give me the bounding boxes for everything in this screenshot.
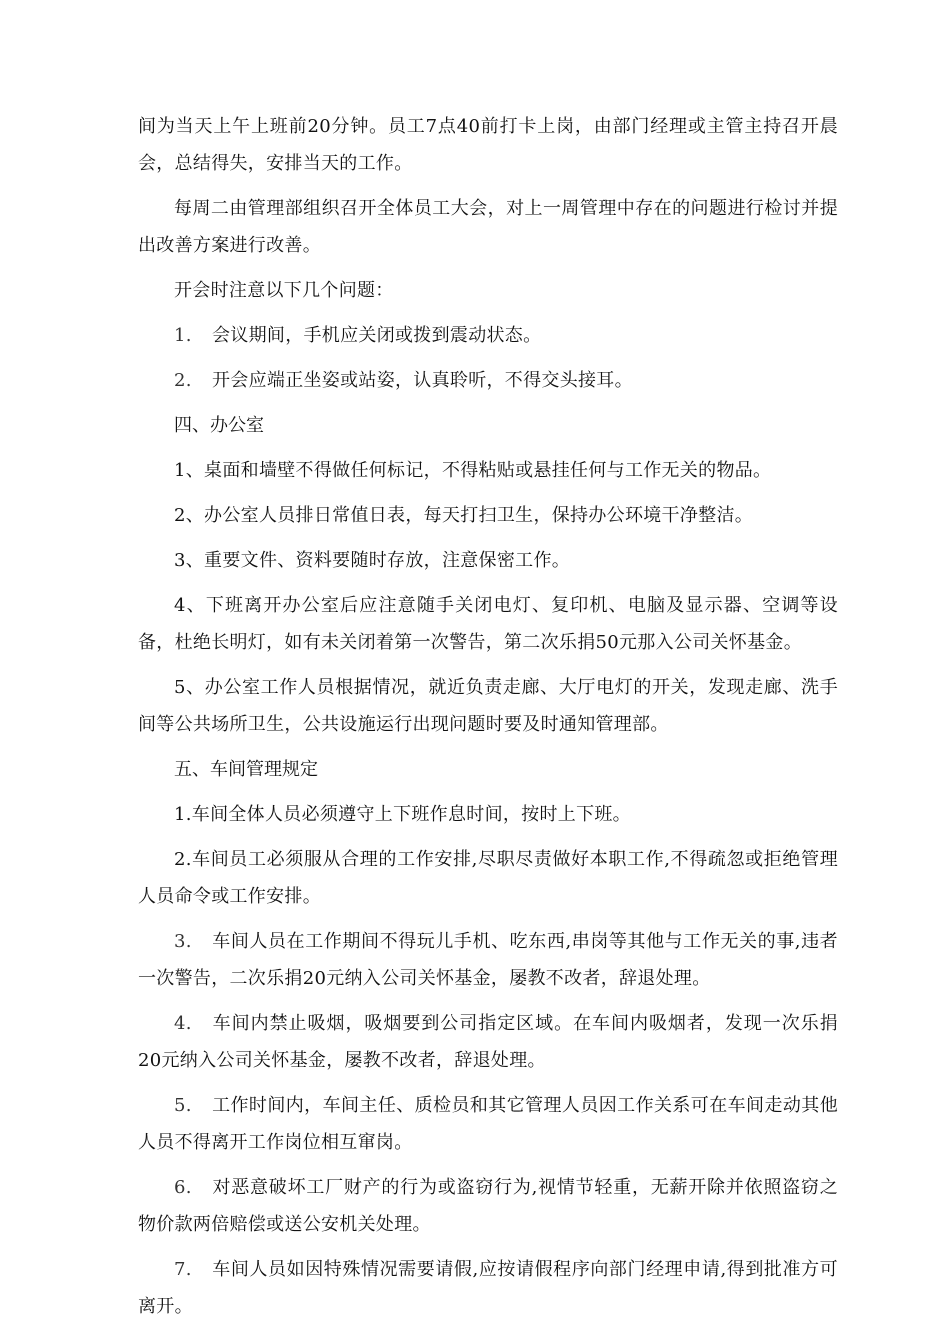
workshop-rule-5 [138,1087,838,1161]
list-item-meeting-2 [138,362,838,399]
paragraph-meeting-time: 间为当天上午上班前20分钟。员工7点40前打卡上岗，由部门经理或主管主持召开晨会，总结得失，安排当天的工作。 [138,116,838,174]
list-number: 2. [174,370,192,391]
paragraph-meeting-notes-intro: 开会时注意以下几个问题： [174,280,394,301]
paragraph-weekly-meeting: 每周二由管理部组织召开全体员工大会，对上一周管理中存在的问题进行检讨并提出改善方案进行改善。 [138,198,838,256]
list-number: 6. [174,1177,192,1198]
list-item-text: 开会应端正坐姿或站姿，认真聆听，不得交头接耳。 [212,370,633,391]
workshop-rule-4 [138,1005,838,1079]
list-item-text: 对恶意破坏工厂财产的行为或盗窃行为,视情节轻重，无薪开除并依照盗窃之物价款两倍赔偿或送公安机关处理。 [138,1177,838,1235]
office-rule-3: 3、重要文件、资料要随时存放，注意保密工作。 [174,550,571,571]
list-item-text: 车间内禁止吸烟，吸烟要到公司指定区域。在车间内吸烟者，发现一次乐捐20元纳入公司关怀基金，屡教不改者，辞退处理。 [138,1013,838,1071]
section-heading-office: 四、办公室 [174,415,264,436]
list-item-text: 车间人员如因特殊情况需要请假,应按请假程序向部门经理申请,得到批准方可离开。 [138,1259,838,1317]
workshop-rule-6 [138,1169,838,1243]
office-rule-2: 2、办公室人员排日常值日表，每天打扫卫生，保持办公环境干净整洁。 [174,505,754,526]
office-rule-5: 5、办公室工作人员根据情况，就近负责走廊、大厅电灯的开关，发现走廊、洗手间等公共场所卫生，公共设施运行出现问题时要及时通知管理部。 [138,677,838,735]
list-item-text: 会议期间，手机应关闭或拨到震动状态。 [212,325,542,346]
workshop-rule-7 [138,1251,838,1325]
section-heading-workshop: 五、车间管理规定 [174,759,318,780]
list-number: 1. [174,325,192,346]
workshop-rule-2: 2.车间员工必须服从合理的工作安排,尽职尽责做好本职工作,不得疏忽或拒绝管理人员命令或工作安排。 [138,849,838,907]
list-number: 3. [174,931,192,952]
list-number: 5. [174,1095,192,1116]
list-item-text: 工作时间内，车间主任、质检员和其它管理人员因工作关系可在车间走动其他人员不得离开工作岗位相互窜岗。 [138,1095,838,1153]
list-item-text: 车间人员在工作期间不得玩儿手机、吃东西,串岗等其他与工作无关的事,违者一次警告，二次乐捐20元纳入公司关怀基金，屡教不改者，辞退处理。 [138,931,838,989]
office-rule-1: 1、桌面和墙壁不得做任何标记，不得粘贴或悬挂任何与工作无关的物品。 [174,460,772,481]
document-body [138,108,838,1333]
list-number: 7. [174,1259,192,1280]
workshop-rule-3 [138,923,838,997]
list-item-meeting-1 [138,317,838,354]
list-number: 4. [174,1013,192,1034]
office-rule-4: 4、下班离开办公室后应注意随手关闭电灯、复印机、电脑及显示器、空调等设备，杜绝长明灯，如有未关闭着第一次警告，第二次乐捐50元那入公司关怀基金。 [138,595,838,653]
workshop-rule-1: 1.车间全体人员必须遵守上下班作息时间，按时上下班。 [174,804,631,825]
